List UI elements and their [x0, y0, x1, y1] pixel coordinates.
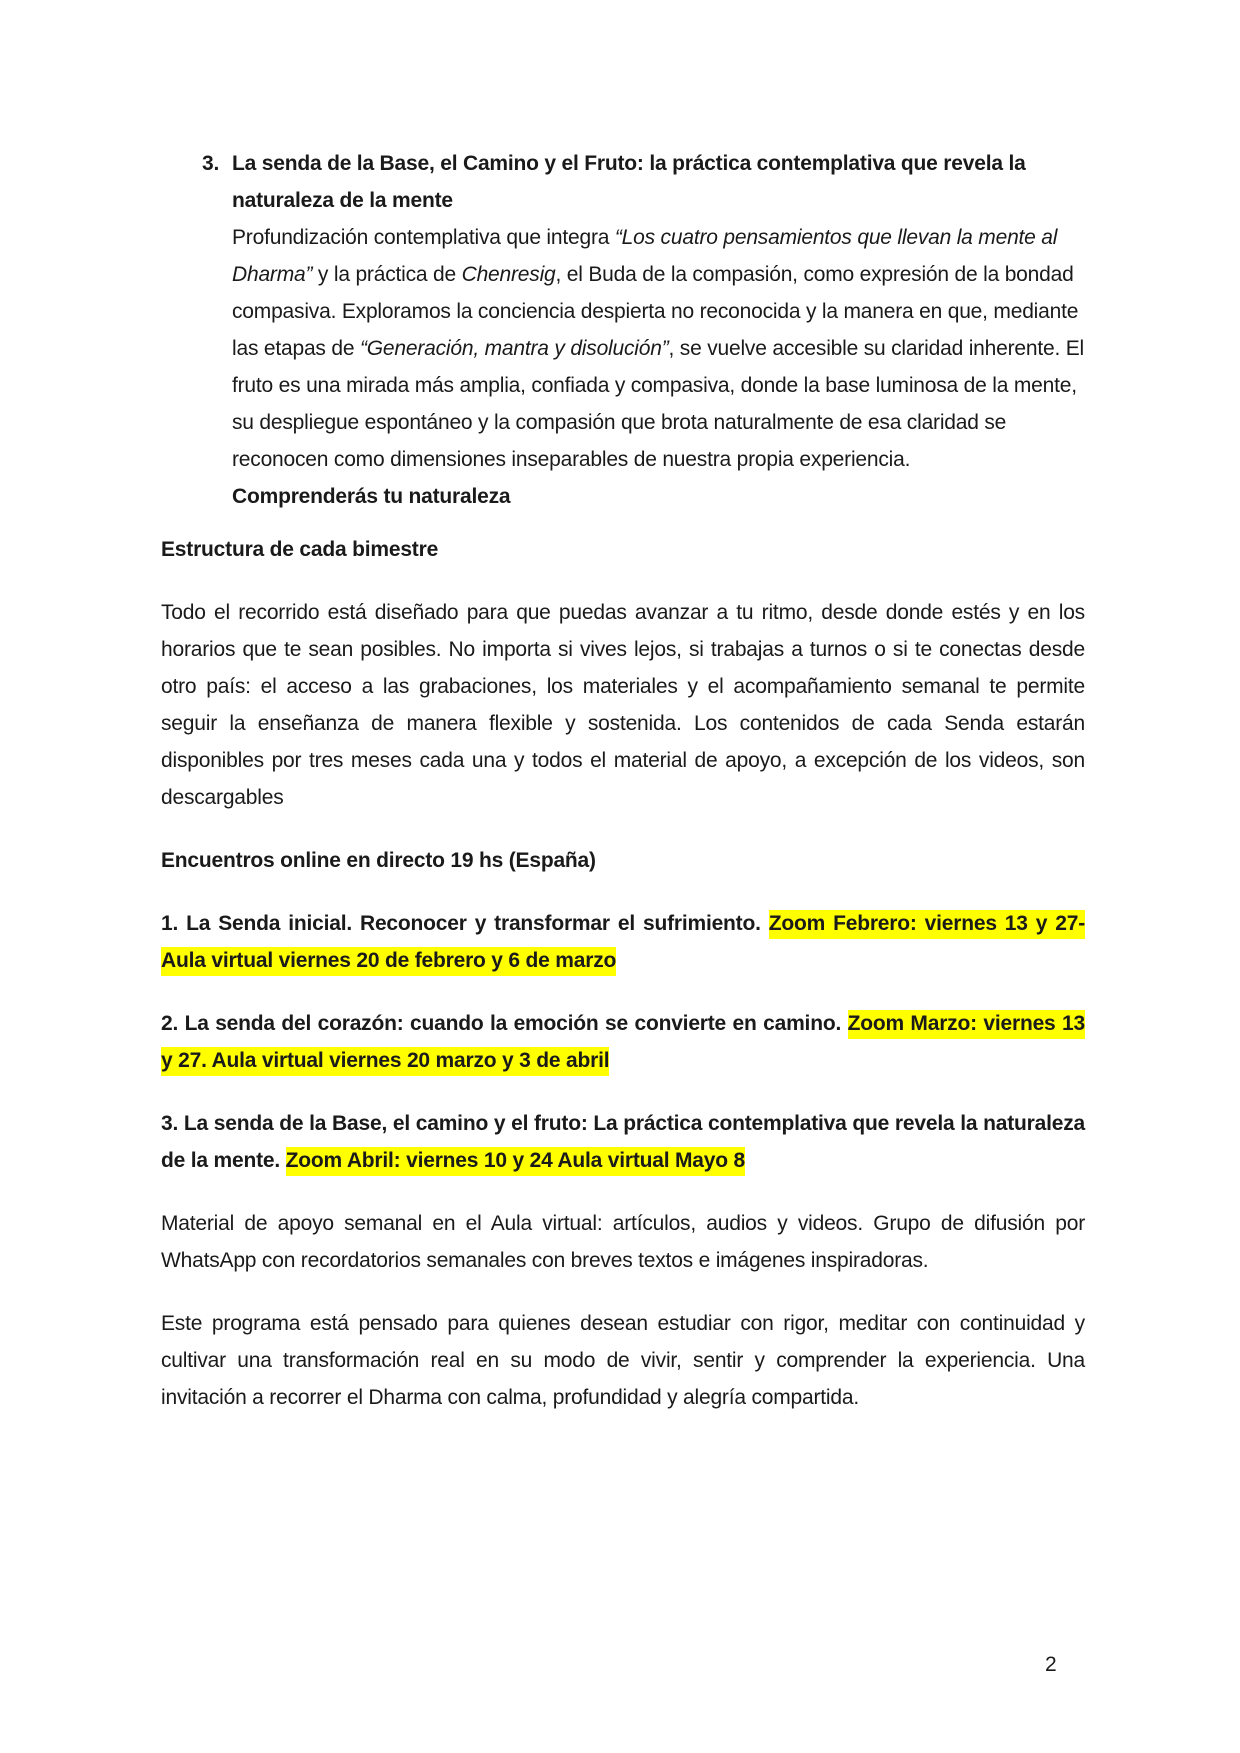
text-run: , se vuelve accesible su claridad inherente. El fruto es una mirada más amplia, confiada y compasiva, donde la base luminosa de la mente, su despliegue espontáneo y la compasión que brota naturalmente de esa claridad se reconocen como dimensiones inseparables de nuestra propia experiencia.	[232, 337, 1085, 471]
section-3-closing: Comprenderás tu naturaleza	[232, 485, 511, 508]
section-3-description	[232, 219, 1085, 478]
page-number: 2	[1045, 1653, 1057, 1676]
schedule-item-1-lead: 1. La Senda inicial. Reconocer y transformar el sufrimiento.	[161, 912, 769, 935]
text-run: y la práctica de	[312, 263, 462, 286]
paragraph-programa: Este programa está pensado para quienes desean estudiar con rigor, meditar con continuidad y cultivar una transformación real en su modo de vivir, sentir y comprender la experiencia. Una invitación a recorrer el Dharma con calma, profundidad y alegría compartida.	[161, 1312, 1085, 1409]
highlight-zoom-abril: Zoom Abril: viernes 10 y 24 Aula virtual Mayo 8	[286, 1147, 745, 1176]
highlight-zoom-febrero: Zoom Febrero: viernes 13 y 27- Aula virtual viernes 20 de febrero y 6 de marzo	[161, 910, 1085, 976]
list-number: 3.	[202, 152, 220, 175]
paragraph-material: Material de apoyo semanal en el Aula virtual: artículos, audios y videos. Grupo de difusión por WhatsApp con recordatorios semanales con breves textos e imágenes inspiradoras.	[161, 1212, 1085, 1272]
heading-estructura: Estructura de cada bimestre	[161, 538, 439, 561]
section-3-title: La senda de la Base, el Camino y el Fruto: la práctica contemplativa que revela la naturaleza de la mente	[232, 152, 1026, 212]
heading-encuentros: Encuentros online en directo 19 hs (España)	[161, 849, 596, 872]
schedule-item-2	[161, 1005, 1085, 1079]
paragraph-estructura: Todo el recorrido está diseñado para que puedas avanzar a tu ritmo, desde donde estés y en los horarios que te sean posibles. No importa si vives lejos, si trabajas a turnos o si te conectas desde otro país: el acceso a las grabaciones, los materiales y el acompañamiento semanal te permite seguir la enseñanza de manera flexible y sostenida. Los contenidos de cada Senda estarán disponibles por tres meses cada una y todos el material de apoyo, a excepción de los videos, son descargables	[161, 601, 1085, 809]
document-page-content	[161, 145, 1085, 1442]
text-run: Profundización contemplativa que integra	[232, 226, 615, 249]
program-section-3-body	[232, 145, 1085, 515]
highlight-zoom-marzo: Zoom Marzo: viernes 13 y 27. Aula virtual viernes 20 marzo y 3 de abril	[161, 1010, 1085, 1076]
italic-quote-cuatro-pensamientos: “Los cuatro pensamientos que llevan la mente al Dharma”	[232, 226, 1058, 286]
schedule-item-3-lead: 3. La senda de la Base, el camino y el fruto: La práctica contemplativa que revela la naturaleza de la mente.	[161, 1112, 1085, 1172]
schedule-item-1	[161, 905, 1085, 979]
program-section-3	[161, 145, 1085, 515]
schedule-item-2-lead: 2. La senda del corazón: cuando la emoción se convierte en camino.	[161, 1012, 848, 1035]
italic-chenresig: Chenresig	[461, 263, 556, 286]
italic-quote-generacion: “Generación, mantra y disolución”	[359, 337, 669, 360]
text-run: , el Buda de la compasión, como expresión de la bondad compasiva. Exploramos la conciencia despierta no reconocida y la manera en que, mediante las etapas de	[232, 263, 1079, 360]
schedule-item-3	[161, 1105, 1085, 1179]
